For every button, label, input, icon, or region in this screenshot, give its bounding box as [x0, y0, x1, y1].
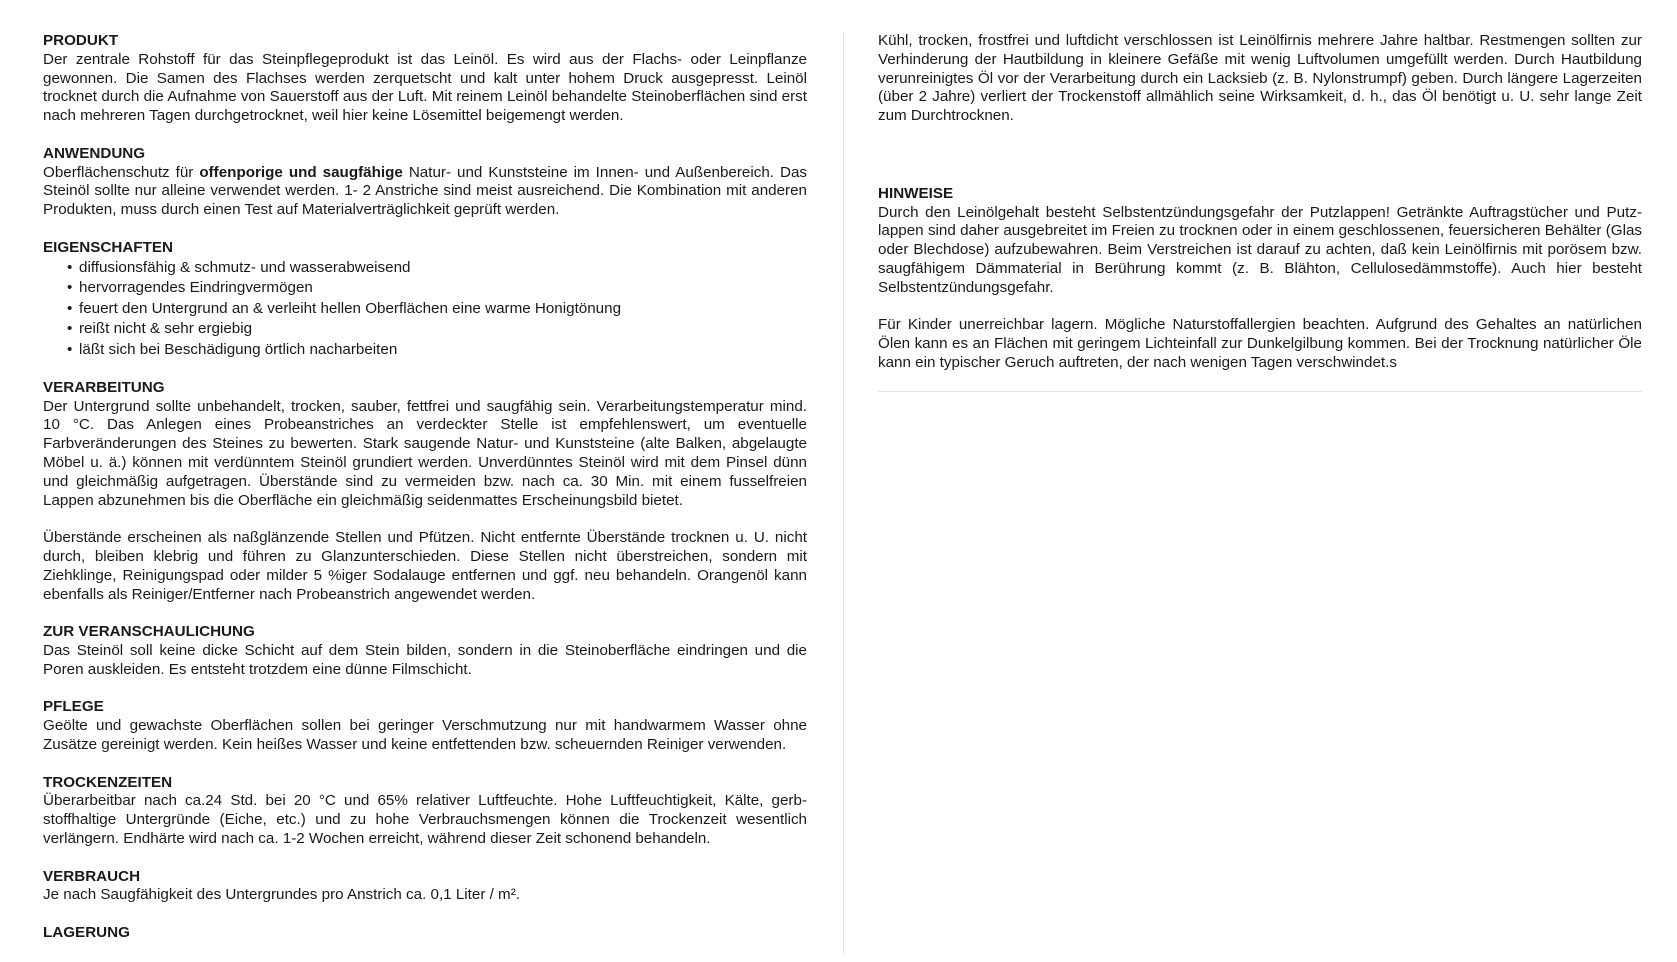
heading-veranschaulichung: ZUR VERANSCHAULICHUNG — [43, 623, 255, 641]
list-item: • läßt sich bei Beschädigung örtlich nacharbeiten — [67, 340, 807, 361]
heading-anwendung: ANWENDUNG — [43, 144, 146, 162]
section-verbrauch — [43, 868, 807, 906]
section-verarbeitung — [43, 379, 807, 605]
section-trockenzeiten — [43, 774, 807, 849]
heading-eigenschaften: EIGENSCHAFTEN — [43, 238, 173, 256]
heading-pflege: PFLEGE — [43, 698, 104, 716]
list-item: • diffusionsfähig & schmutz- und wasserabweisend — [67, 258, 807, 279]
heading-verarbeitung: VERARBEITUNG — [43, 378, 165, 396]
horizontal-rule — [878, 391, 1642, 392]
list-item: • reißt nicht & sehr ergiebig — [67, 319, 807, 340]
list-item: • feuert den Untergrund an & verleiht hellen Oberflächen eine warme Honigtönung — [67, 299, 807, 320]
pflege-text: Geölte und gewachste Oberflächen sollen bei geringer Verschmutzung nur mit handwarmem Wasser ohne Zusätze gereinigt werden. Kein heißes Wasser und keine entfettenden bzw. scheuernden Reiniger verwenden. — [43, 717, 807, 753]
section-veranschaulichung — [43, 623, 807, 679]
section-lagerung — [43, 924, 807, 943]
heading-lagerung: LAGERUNG — [43, 923, 130, 941]
heading-verbrauch: VERBRAUCH — [43, 867, 141, 885]
produkt-text: Der zentrale Rohstoff für das Steinpflegeprodukt ist das Leinöl. Es wird aus der Flachs- oder Leinpflanze gewonnen. Die Samen des Flachses werden zerquetscht und kalt unter hohem Druck ausgepresst. Leinöl trocknet durch die Aufnahme von Sauerstoff aus der Luft. Mit reinem Leinöl behandelte Steinoberflächen sind erst nach mehreren Tagen durchgetrocknet, weil hier keine Lösemittel beigemengt werden. — [43, 50, 807, 125]
eigenschaften-list — [43, 258, 807, 361]
hinweise-text-2: Für Kinder unerreichbar lagern. Mögliche Naturstoffallergien beachten. Aufgrund des Gehaltes an natürlichen Ölen kann es an Flächen mit geringem Lichteinfall zur Dunkelgilbung kommen. Bei der Trocknung natürlicher Öle kann ein typischer Geruch auftreten, der nach wenigen Tagen verschwindet.s — [878, 316, 1642, 371]
list-item: • hervorragendes Eindringvermögen — [67, 278, 807, 299]
verarbeitung-text-1: Der Untergrund sollte unbehandelt, trocken, sauber, fettfrei und saugfähig sein. Verarbeitungstemperatur mind. 10 °C. Das Anlegen eines Probeanstriches an verdeckter Stelle ist empfehlenswert, um eventuelle Farbveränderungen des Steines zu bewerten. Stark saugende Natur- und Kunststeine (alte Balken, abgelaugte Möbel u. ä.) können mit verdünntem Steinöl grundiert werden. Unverdünntes Steinöl wird mit dem Pinsel dünn und gleichmäßig aufgetragen. Überstände sind zu vermeiden bzw. nach ca. 30 Min. mit einem fusselfreien Lappen abzunehmen bis die Oberfläche ein gleichmäßig seidenmattes Erscheinungsbild bietet. — [43, 397, 807, 509]
anwendung-text-bold: offenporige und saugfähige — [199, 163, 403, 181]
veranschaulichung-text: Das Steinöl soll keine dicke Schicht auf dem Stein bilden, sondern in die Steinoberfläche eindringen und die Poren auskleiden. Es entsteht trotzdem eine dünne Filmschicht. — [43, 642, 807, 678]
verarbeitung-text-2: Überstände erscheinen als naßglänzende Stellen und Pfützen. Nicht entfernte Überstände trocknen u. U. nicht durch, bleiben klebrig und führen zu Glanzunterschieden. Diese Stellen nicht überstreichen, sondern mit Ziehklinge, Reinigungspad oder milder 5 %iger Sodalauge entfernen und ggf. neu behandeln. Orangenöl kann ebenfalls als Reiniger/Entferner nach Probeanstrich angewendet werden. — [43, 529, 807, 603]
trockenzeiten-text: Überarbeitbar nach ca.24 Std. bei 20 °C und 65% relativer Luftfeuchte. Hohe Luftfeuchtigkeit, Kälte, gerbstoffhaltige Untergründe (Eiche, etc.) und zu hohe Verbrauchsmengen können die Trockenzeit wesentlich verlängern. Endhärte wird nach ca. 1-2 Wochen erreicht, während dieser Zeit schonend behandeln. — [43, 792, 807, 847]
verbrauch-text: Je nach Saugfähigkeit des Untergrundes pro Anstrich ca. 0,1 Liter / m². — [43, 886, 520, 904]
anwendung-text — [43, 164, 807, 220]
spacer — [878, 145, 1642, 185]
anwendung-text-end: Natur- und Kunststeine im Innen- und Außenbereich. Das Steinöl sollte nur alleine verwendet werden. 1- 2 Anstriche sind meist ausreichend. Die Kombination mit anderen Produkten, muss durch einen Test auf Materialverträglichkeit geprüft werden. — [43, 163, 807, 219]
heading-produkt: PRODUKT — [43, 32, 119, 49]
section-eigenschaften — [43, 239, 807, 360]
section-lagerung-continued — [878, 32, 1642, 126]
lagerung-text: Kühl, trocken, frostfrei und luftdicht verschlossen ist Leinölfirnis mehrere Jahre haltbar. Restmengen sollten zur Verhinderung der Hautbildung in kleinere Gefäße mit wenig Luftvolumen umgefüllt werden. Durch Hautbildung verunreinigtes Öl vor der Verarbeitung durch ein Lacksieb (z. B. Nylonstrumpf) geben. Durch längere Lagerzeiten (über 2 Jahre) verliert der Trockenstoff allmählich seine Wirksamkeit, d. h., das Öl benötigt u. U. sehr lange Zeit zum Durchtrocknen. — [878, 32, 1642, 125]
left-column — [43, 32, 807, 962]
anwendung-text-start: Oberflächenschutz für — [43, 163, 200, 181]
section-hinweise — [878, 185, 1642, 392]
right-column — [878, 32, 1642, 411]
section-produkt — [43, 32, 807, 126]
heading-hinweise: HINWEISE — [878, 184, 954, 202]
section-anwendung — [43, 145, 807, 220]
heading-trockenzeiten: TROCKENZEITEN — [43, 773, 173, 791]
hinweise-text-1: Durch den Leinölgehalt besteht Selbstentzündungsgefahr der Putzlappen! Getränkte Auftragstücher und Putzlappen sind daher ausgebreitet im Freien zu trocknen oder in einem geschlossenen, feuersicheren Behälter (Glas oder Blechdose) aufzubewahren. Beim Verstreichen ist darauf zu achten, daß kein Leinölfirnis mit porösem bzw. saugfähigem Dämmaterial in Berührung kommt (z. B. Blähton, Cellulosedämmstoffe). Auch hier besteht Selbstentzündungsgefahr. — [878, 203, 1642, 296]
column-divider — [843, 32, 844, 954]
section-pflege — [43, 698, 807, 754]
